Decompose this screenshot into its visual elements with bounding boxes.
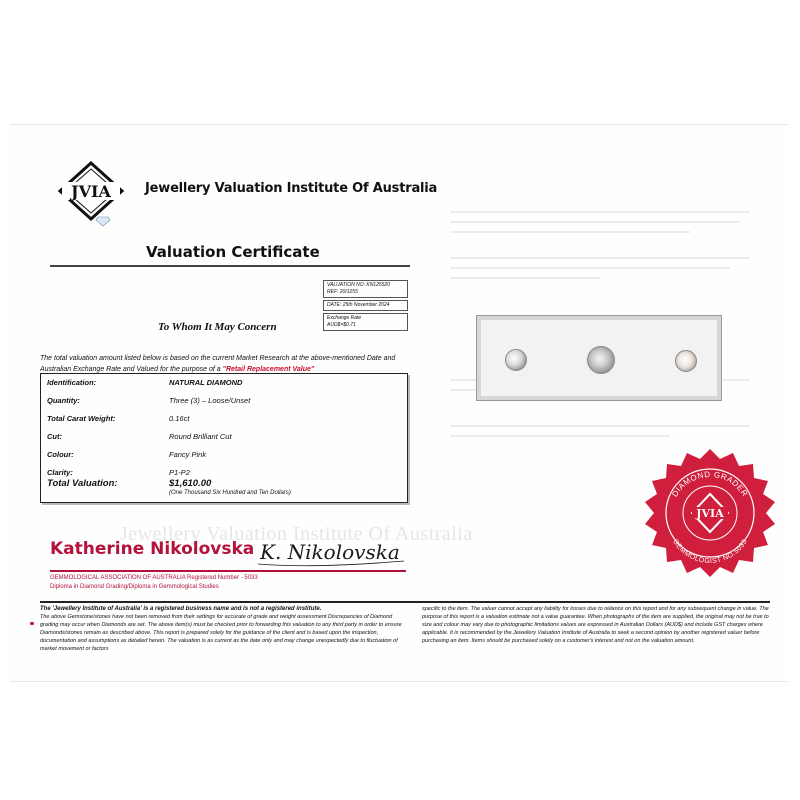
footer-left-text: The above Gemstone/stones have not been removed from their settings for accurate of grade and weight assessment Discrepancies of Diamond grading may occur when Diamonds are set. The above item(s) must be checked prior to forwarding this valuation to any third party in order to ensure Diamonds/stones remain as described above. This report is prepared solely for the guidance of the client and is based upon the inspection, documentation and assumptions as detailed herein. The valuation is as current as the date only and may change unexpectedly due to fluctuation of market movement or factors — [40, 614, 402, 652]
institute-name: Jewellery Valuation Institute Of Australia — [145, 181, 438, 196]
valuation-date: DATE: 25th November 2024 — [323, 300, 408, 311]
appraiser-diplomas: Diploma in Diamond Grading/Diploma in Gemmological Studies — [50, 584, 219, 590]
intro-text: The total valuation amount listed below is based on the current Market Research at the above-mentioned Date and Australian Exchange Rate and Valued for the purpose of a — [40, 355, 396, 373]
diamond-stone — [505, 349, 527, 371]
title-divider — [50, 265, 410, 267]
detail-value: Three (3) – Loose/Unset — [169, 396, 251, 405]
diamond-stone — [675, 350, 697, 372]
jvia-logo — [46, 161, 136, 227]
valuation-number: VALUATION NO: KN125520 — [327, 282, 390, 288]
institute-watermark: Jewellery Valuation Institute Of Australia — [120, 523, 473, 545]
salutation: To Whom It May Concern — [158, 321, 277, 333]
exchange-rate-label: Exchange Rate — [327, 315, 362, 321]
reference-box — [323, 280, 408, 333]
detail-label: Colour: — [47, 450, 74, 459]
detail-label: Quantity: — [47, 396, 80, 405]
diamond-stone — [587, 346, 615, 374]
exchange-rate-value: AUD$=$0.71 — [327, 322, 356, 328]
logo-text: JVIA — [71, 182, 111, 201]
total-valuation-label: Total Valuation: — [47, 478, 118, 489]
certificate-title: Valuation Certificate — [146, 243, 320, 261]
detail-label: Cut: — [47, 432, 62, 441]
diamond-photo — [476, 315, 722, 401]
total-valuation-words: (One Thousand Six Hundred and Ten Dollars) — [169, 490, 291, 496]
total-valuation-value: $1,610.00 — [169, 478, 212, 489]
appraiser-signature — [254, 531, 414, 571]
detail-value: P1-P2 — [169, 468, 190, 477]
reference-number: REF: 20/1255 — [327, 289, 358, 295]
detail-label: Clarity: — [47, 468, 73, 477]
exchange-rate — [323, 313, 408, 331]
appraiser-registration: GEMMOLOGICAL ASSOCIATION OF AUSTRALIA Registered Number - 5033 — [50, 575, 258, 581]
diamond-grader-seal — [642, 447, 778, 583]
appraiser-name: Katherine Nikolovska — [50, 539, 255, 559]
detail-value: NATURAL DIAMOND — [169, 378, 243, 387]
footer-divider — [40, 601, 770, 603]
seal-top-text: DIAMOND GRADER — [670, 469, 750, 499]
footer-heading: The 'Jewellery Institute of Australia' is a registered business name and is not a registered institute. — [40, 606, 322, 612]
valuation-details-table — [40, 373, 408, 503]
detail-label: Identification: — [47, 378, 97, 387]
intro-paragraph — [40, 353, 415, 375]
reference-details — [323, 280, 408, 298]
seal-bottom-text: GEMMOLOGIST NO.5033 — [671, 538, 749, 566]
signature-underline — [50, 570, 406, 572]
retail-replacement-value: "Retail Replacement Value" — [222, 366, 315, 373]
red-mark — [30, 622, 34, 625]
seal-center-text: JVIA — [696, 507, 724, 520]
detail-value: Round Brilliant Cut — [169, 432, 232, 441]
certificate-sheet — [10, 124, 788, 682]
detail-value: Fancy Pink — [169, 450, 207, 459]
detail-value: 0.16ct — [169, 414, 190, 423]
signature-text: K. Nikolovska — [260, 540, 400, 564]
footer-left-column — [40, 605, 408, 653]
detail-label: Total Carat Weight: — [47, 414, 116, 423]
footer-right-column: specific to the item. The valuer cannot accept any liability for losses due to reliance on this report and for any subsequent change in value. The purpose of this report is a valuation estimate not a value guarantee. When photographs of the item are supplied, the original may not be true to size and colour may vary due to photographic limitations values are expressed in Australian Dollars (AUD$) and include GST charges where applicable. It is recommended by the Jewellery Valuation Institute of Australia to seek a second opinion by another registered valuer before purchasing an item. Items should be purchased solely on a customer's interest and not on the valuation amount. — [422, 606, 769, 644]
